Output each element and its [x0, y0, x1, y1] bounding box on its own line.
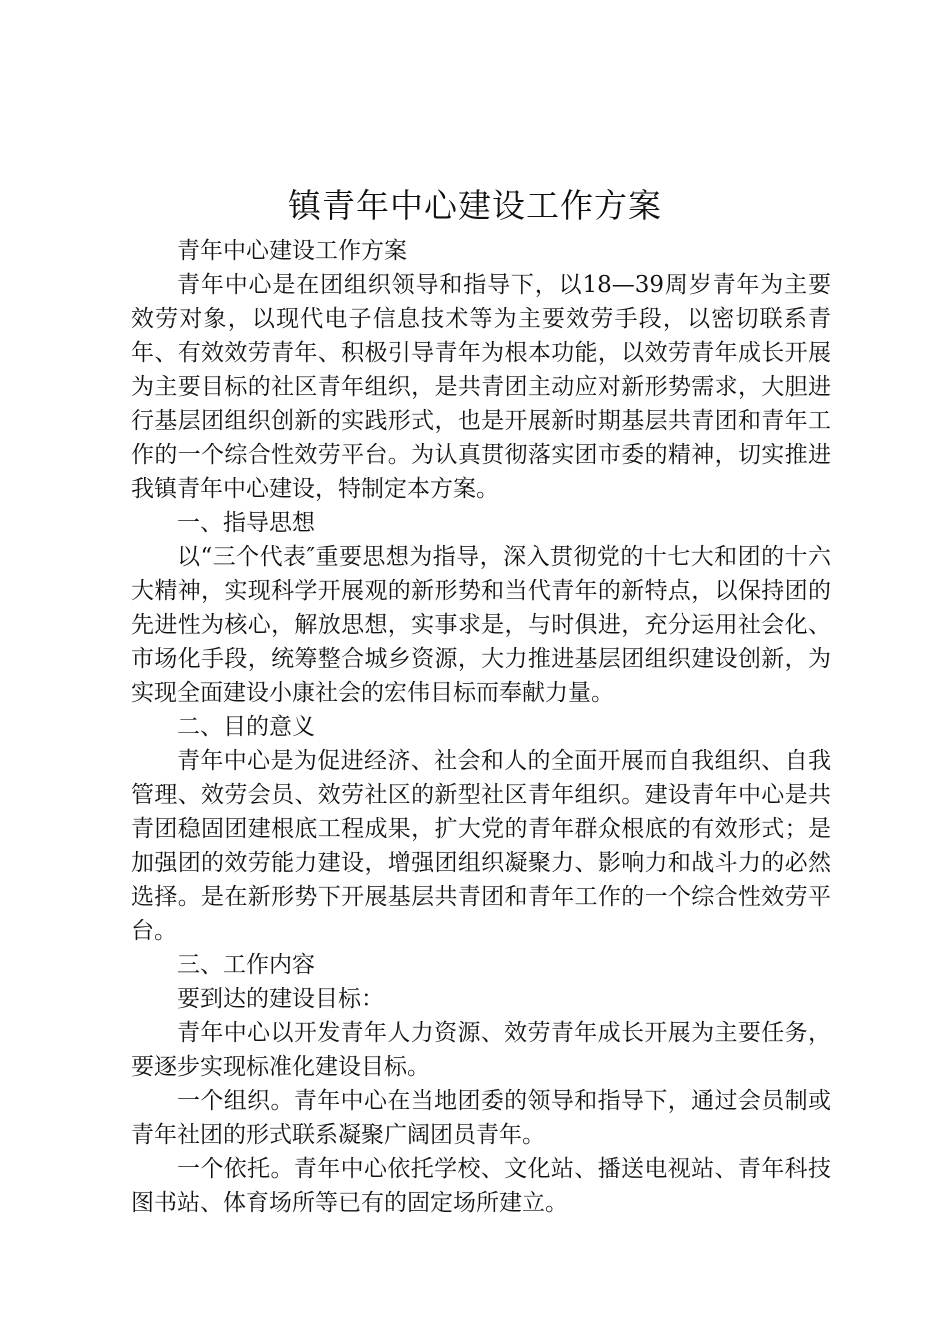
purpose-paragraph: 青年中心是为促进经济、社会和人的全面开展而自我组织、自我管理、效劳会员、效劳社区的新型社区青年组织。建设青年中心是共青团稳固团建根底工程成果，扩大党的青年群众根底的有效形式；是加强团的效劳能力建设，增强团组织凝聚力、影响力和战斗力的必然选择。是在新形势下开展基层共青团和青年工作的一个综合性效劳平台。	[131, 748, 831, 944]
subtitle-paragraph: 青年中心建设工作方案	[177, 238, 407, 264]
goals-heading: 要到达的建设目标：	[177, 986, 384, 1012]
one-organization-paragraph: 一个组织。青年中心在当地团委的领导和指导下，通过会员制或青年社团的形式联系凝聚广阔团员青年。	[131, 1088, 831, 1148]
goals-paragraph: 青年中心以开发青年人力资源、效劳青年成长开展为主要任务，要逐步实现标准化建设目标。	[131, 1020, 831, 1080]
guiding-ideology-paragraph: 以“三个代表″重要思想为指导，深入贯彻党的十七大和团的十六大精神，实现科学开展观的新形势和当代青年的新特点，以保持团的先进性为核心，解放思想，实事求是，与时俱进，充分运用社会化、市场化手段，统筹整合城乡资源，大力推进基层团组织建设创新，为实现全面建设小康社会的宏伟目标而奉献力量。	[131, 544, 831, 706]
intro-paragraph: 青年中心是在团组织领导和指导下，以18—39周岁青年为主要效劳对象，以现代电子信息技术等为主要效劳手段，以密切联系青年、有效效劳青年、积极引导青年为根本功能，以效劳青年成长开展为主要目标的社区青年组织，是共青团主动应对新形势需求，大胆进行基层团组织创新的实践形式，也是开展新时期基层共青团和青年工作的一个综合性效劳平台。为认真贯彻落实团市委的精神，切实推进我镇青年中心建设，特制定本方案。	[131, 272, 831, 502]
document-body	[131, 234, 831, 1220]
document-title: 镇青年中心建设工作方案	[288, 186, 662, 225]
one-foundation-paragraph: 一个依托。青年中心依托学校、文化站、播送电视站、青年科技图书站、体育场所等已有的固定场所建立。	[131, 1156, 831, 1216]
section-heading-guiding-ideology: 一、指导思想	[177, 510, 315, 536]
section-heading-purpose: 二、目的意义	[177, 714, 315, 740]
section-heading-work-content: 三、工作内容	[177, 952, 315, 978]
